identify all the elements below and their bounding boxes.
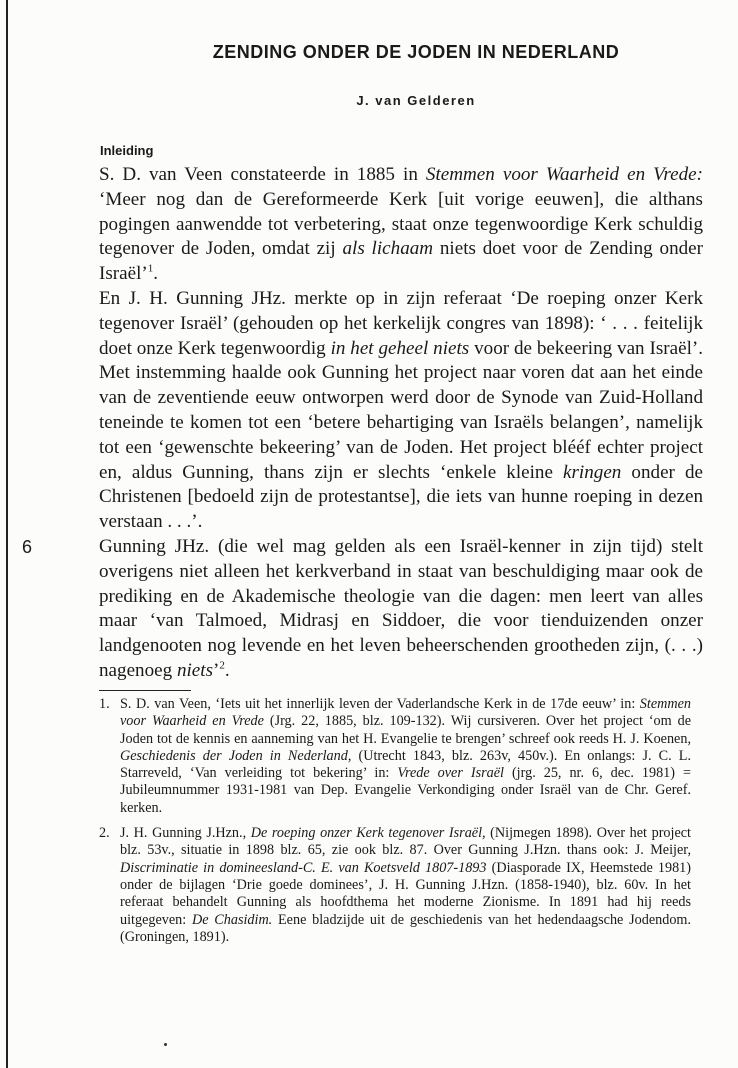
footnote-2: 2. J. H. Gunning J.Hzn., De roeping onzer Kerk tegenover Israël, (Nijmegen 1898). Over het project blz. 53v., situatie in 1898 blz. 65, zie ook blz. 87. Over Gunning J.Hzn. thans ook: J. Meijer, Discriminatie in domineesland-C. E. van Koetsveld 1807-1893 (Diasporade IX, Heemstede 1981) onder de bijlagen ‘Drie goede dominees’, J. H. Gunning J.Hzn. (1858-1940), blz. 60v. In het referaat behandelt Gunning als hoofdthema het moderne Zionisme. In 1891 had hij reeds uitgegeven: De Chasidim. Eene bladzijde uit de geschiedenis van het hedendaagsche Jodendom. (Groningen, 1891). (99, 825, 692, 945)
footnote-number: 1. (99, 696, 110, 712)
footnotes (99, 696, 691, 954)
paragraph-1: S. D. van Veen constateerde in 1885 in Stemmen voor Waarheid en Vrede: ‘Meer nog dan de Gereformeerde Kerk [uit vorige eeuwen], die althans pogingen aanwendde tot verbetering, staat onze tegenwoordige Kerk schuldig tegenover de Joden, omdat zij als lichaam niets doet voor de Zending onder Israël’$^1$. (99, 164, 703, 285)
paragraph-3: Gunning JHz. (die wel mag gelden als een Israël-kenner in zijn tijd) stelt overigens niet alleen het kerkverband in staat van beschuldiging maar ook de prediking en de Akademische theologie van die dagen: men leert van alles maar ‘van Talmoed, Midrasj en Siddoer, die voor tienduizenden onzer landgenooten nog levende en het leven beheerschenden grootheden zijn, (. . .) nagenoeg niets’$^2$. (99, 535, 703, 681)
footnote-number: 2. (99, 825, 110, 842)
page-title: ZENDING ONDER DE JODEN IN NEDERLAND (212, 42, 620, 62)
margin-page-number: 6 (22, 537, 33, 557)
page-edge-rule (6, 0, 8, 1068)
section-heading: Inleiding (100, 143, 154, 158)
footnote-ref-1[interactable]: 1 (147, 262, 154, 275)
speck-mark (164, 1043, 167, 1046)
footnote-1: 1. S. D. van Veen, ‘Iets uit het innerlijk leven der Vaderlandsche Kerk in de 17de eeuw’ in: Stemmen voor Waarheid en Vrede (Jrg. 22, 1885, blz. 109-132). Wij cursiveren. Over het project ‘om de Joden tot de kennis en aanneming van het H. Evangelie te brengen’ schreef ook reeds H. J. Koenen, Geschiedenis der Joden in Nederland, (Utrecht 1843, blz. 263v, 450v.). En onlangs: J. C. L. Starreveld, ‘Van verleiding tot bekering’ in: Vrede over Israël (jrg. 25, nr. 6, dec. 1981) = Jubileumnummer 1931-1981 van Dep. Evangelie Verkondiging onder Israël van de Chr. Geref. kerken. (99, 696, 692, 816)
footnote-ref-2[interactable]: 2 (219, 659, 225, 672)
footnote-divider (99, 690, 191, 691)
paragraph-2: En J. H. Gunning JHz. merkte op in zijn referaat ‘De roeping onzer Kerk tegenover Israël’ (gehouden op het kerkelijk congres van 1898): ‘ . . . feitelijk doet onze Kerk tegenwoordig in het geheel niets voor de bekeering van Israël’. Met instemming haalde ook Gunning het project naar voren dat aan het einde van de zeventiende eeuw ontworpen werd door de Synode van Zuid-Holland teneinde te komen tot een ‘betere behartiging van Israëls belangen’, namelijk tot een ‘gewenschte bekeering’ van de Joden. Het project blééf echter project en, aldus Gunning, thans zijn er slechts ‘enkele kleine kringen onder de Christenen [bedoeld zijn de protestantse], die iets van hunne roeping in dezen verstaan . . .’. (99, 287, 704, 533)
author-name: J. van Gelderen (356, 93, 476, 108)
body-text (99, 163, 703, 684)
